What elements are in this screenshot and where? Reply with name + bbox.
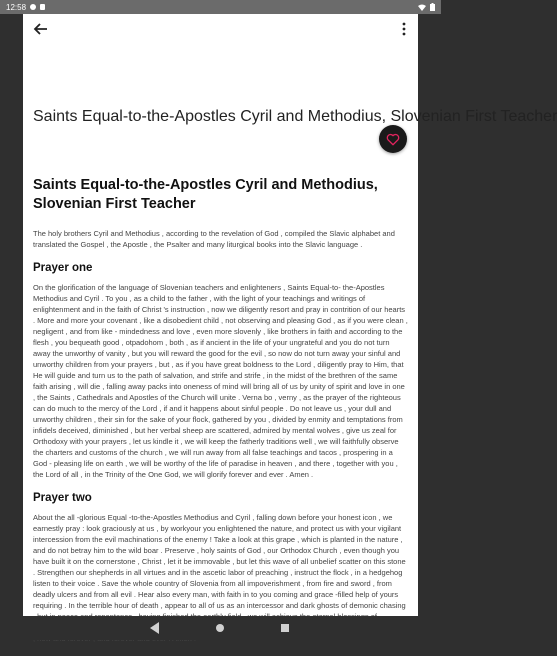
prayer-one-heading: Prayer one (33, 262, 93, 274)
toolbar (23, 14, 418, 44)
nav-home-icon[interactable] (216, 624, 224, 632)
heart-outline-icon (386, 133, 400, 146)
prayer-two-text: About the all -glorious Equal -to-the-Apostles Methodius and Cyril , falling down before your honest icon , we earnestly pray : look graciously at us , by workyour you enlightened the nature, and protect us with your vigilant intercession from the evil machinations of the enemy ! Take a look at this grape , which is planted in the nature , and do not betray him to the wild boar . Preserve , holy saints of God , our Orthodox Church , even though you have built it on the cornerstone , Christ , let it be immovable , but let this wave of all unbelief scatter on this stone . Strengthen our shepherds in all virtues and in the ascetic labor of preaching , instruct the flock , in a hedgehog listen to their voice . Save the whole country of Slovenia from all impoverishment , from fire and sword , from deadly ulcers and from all evil . Hear also every man, with faith in to you coming and grace -filled help of yours requiring . In the terrible hour of death , appear to all of us as an intercessor and dark ghosts of demonic chasing (33, 513, 406, 610)
nav-recents-icon[interactable] (281, 624, 289, 632)
collapsing-toolbar-title: Saints Equal-to-the-Apostles Cyril and Methodius, Slovenian First Teacher (33, 108, 557, 125)
article-title: Saints Equal-to-the-Apostles Cyril and Methodius, Slovenian First Teacher (33, 177, 378, 212)
battery-icon (430, 3, 435, 11)
article-content (33, 176, 408, 656)
favorite-button[interactable] (379, 125, 407, 153)
wifi-icon (418, 4, 426, 11)
article-intro: The holy brothers Cyril and Methodius , according to the revelation of God , compiled the Slavic alphabet and translated the Gospel , the Apostle , the Psalter and many liturgical books into the Slavic language . (33, 229, 395, 249)
status-time: 12:58 (6, 2, 27, 12)
more-vert-icon[interactable] (398, 21, 410, 37)
notification-icon (30, 4, 36, 10)
system-navigation-bar (0, 616, 441, 640)
prayer-one-text: On the glorification of the language of Slovenian teachers and enlighteners , Saints Equal-to- the-Apostles Methodius and Cyril . To you , as a child to the father , with the light of your teachings and writings of enlightenment and in the faith of Christ 's instruction , now we diligently resort and pray in contrition of our hearts . More and more your covenant , like a disobedient child , not observing and pleasing God , as if you were clean , negligent , and from like - mindedness and love , even more slovenly , like brothers in faith and according to the flesh , you bequeath good , otpadohom , both , as if ancient in the life of your ungrateful and you do not turn away the unworthy of vanity , but you will reward the good for the evil , so now do not turn away your sinful and unworthy children from your prayers , but , as if you have great boldness to the Lord , diligently pray to Him, that He will guide and turn us to the path of salvation, and strife and strife , in the midst of the brethren of the same faith arising , will die , falling away packs into oneness of mind will bring all of us by unity of spirit and love in one , the Saints , Cathedrals and Apostles of the Church will unite . Verna bo , verny , as the prayer of the righteous can do much to the mercy of the Lord , if and it happens about sinful people . Do not leave us , your dull and unworthy children , their sin for the sake of your flock, gathered by you , divided by enmity and temptations from infidels deceived, diminished , but her verbal sheep are scattered, admired by mental wolves , give us zeal for Orthodoxy with your prayers , let us kindle it , we will keep the fatherly traditions well , we will faithfully observe the charters and customs of the church , we will run away from all false teachings and tacos , prospering in a God - pleasing life on earth , we will be worthy of the life of paradise in heaven , and there , together with you , the Lord of all , in the Trinity of the One God, we will glorify forever and ever . Amen . (33, 283, 408, 479)
app-screen (23, 14, 557, 616)
prayer-two-heading: Prayer two (33, 492, 92, 504)
sim-card-icon (40, 4, 45, 10)
back-arrow-icon[interactable] (33, 21, 49, 37)
nav-back-icon[interactable] (150, 622, 160, 634)
status-bar (0, 0, 441, 14)
